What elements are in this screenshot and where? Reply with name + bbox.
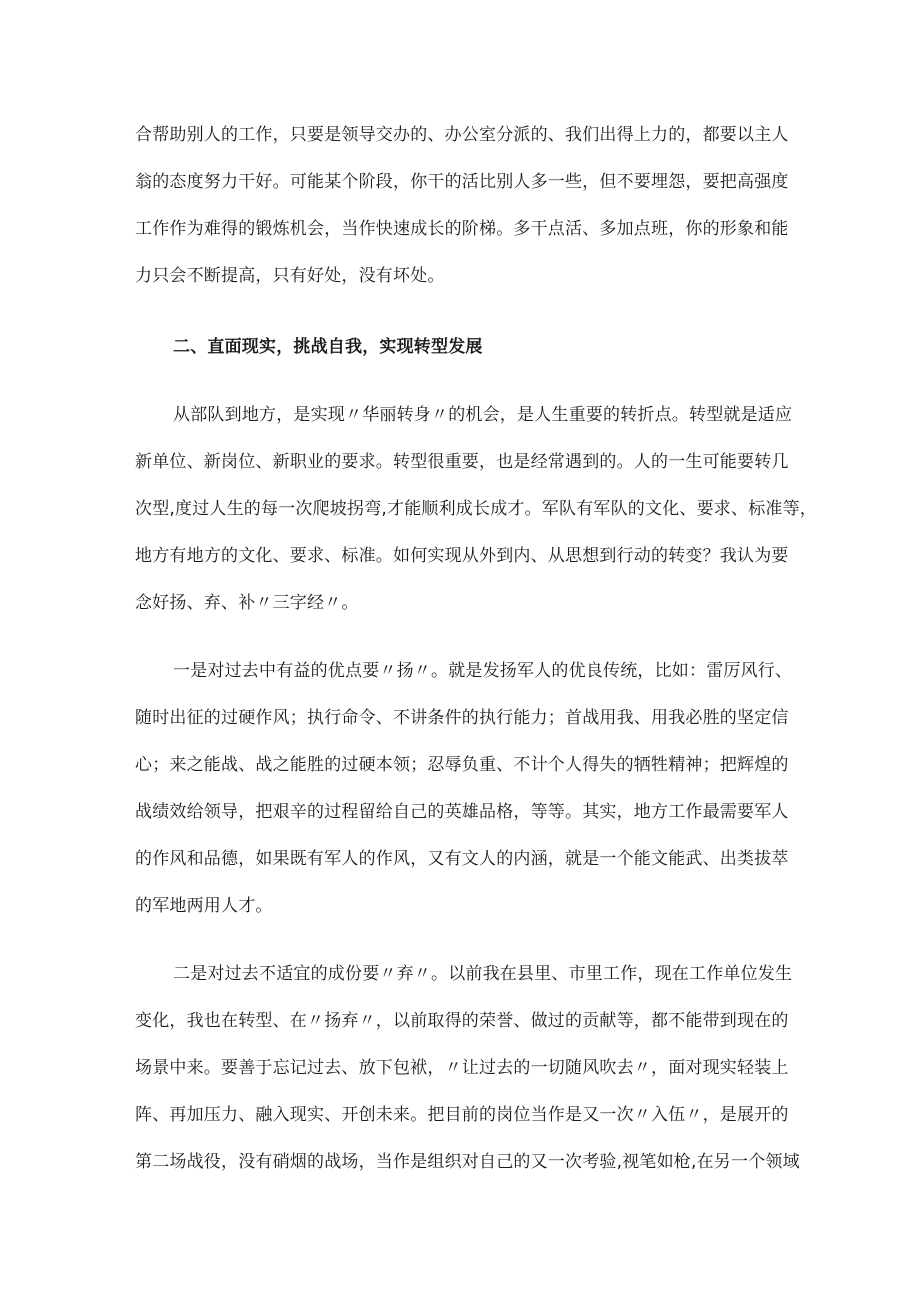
text-line: 合帮助别人的工作，只要是领导交办的、办公室分派的、我们出得上力的，都要以主人	[135, 125, 789, 145]
text-line: 战绩效给领导，把艰辛的过程留给自己的英雄品格，等等。其实，地方工作最需要军人	[135, 802, 789, 822]
section-heading: 二、直面现实，挑战自我，实现转型发展	[173, 337, 483, 357]
text-line: 念好扬、弃、补〃三字经〃。	[135, 593, 359, 613]
text-line: 心；来之能战、战之能胜的过硬本领；忍辱负重、不计个人得失的牺牲精神；把辉煌的	[135, 755, 789, 775]
text-line: 地方有地方的文化、要求、标准。如何实现从外到内、从思想到行动的转变？我认为要	[135, 546, 789, 566]
text-line: 工作作为难得的锻炼机会，当作快速成长的阶梯。多干点活、多加点班，你的形象和能	[135, 219, 789, 239]
text-line: 新单位、新岗位、新职业的要求。转型很重要，也是经常遇到的。人的一生可能要转几	[135, 452, 789, 472]
text-line: 第二场战役，没有硝烟的战场，当作是组织对自己的又一次考验,视笔如枪,在另一个领域	[135, 1152, 800, 1172]
text-line: 随时出征的过硬作风；执行命令、不讲条件的执行能力；首战用我、用我必胜的坚定信	[135, 708, 789, 728]
text-line: 力只会不断提高，只有好处，没有坏处。	[135, 266, 445, 286]
text-line: 从部队到地方，是实现〃华丽转身〃的机会，是人生重要的转折点。转型就是适应	[173, 405, 793, 425]
text-line: 的军地两用人才。	[135, 896, 273, 916]
text-line: 阵、再加压力、融入现实、开创未来。把目前的岗位当作是又一次〃入伍〃，是展开的	[135, 1105, 789, 1125]
text-line: 二是对过去不适宜的成份要〃弃〃。以前我在县里、市里工作，现在工作单位发生	[173, 964, 793, 984]
text-line: 场景中来。要善于忘记过去、放下包袱，〃让过去的一切随风吹去〃，面对现实轻装上	[135, 1058, 789, 1078]
text-line: 的作风和品德，如果既有军人的作风，又有文人的内涵，就是一个能文能武、出类拔萃	[135, 849, 789, 869]
text-line: 次型,度过人生的每一次爬坡拐弯,才能顺利成长成才。军队有军队的文化、要求、标准等，	[135, 499, 818, 519]
text-line: 变化，我也在转型、在〃扬弃〃，以前取得的荣誉、做过的贡献等，都不能带到现在的	[135, 1011, 789, 1031]
text-line: 翁的态度努力干好。可能某个阶段，你干的活比别人多一些，但不要埋怨，要把高强度	[135, 172, 789, 192]
text-line: 一是对过去中有益的优点要〃扬〃。就是发扬军人的优良传统，比如：雷厉风行、	[173, 661, 793, 681]
